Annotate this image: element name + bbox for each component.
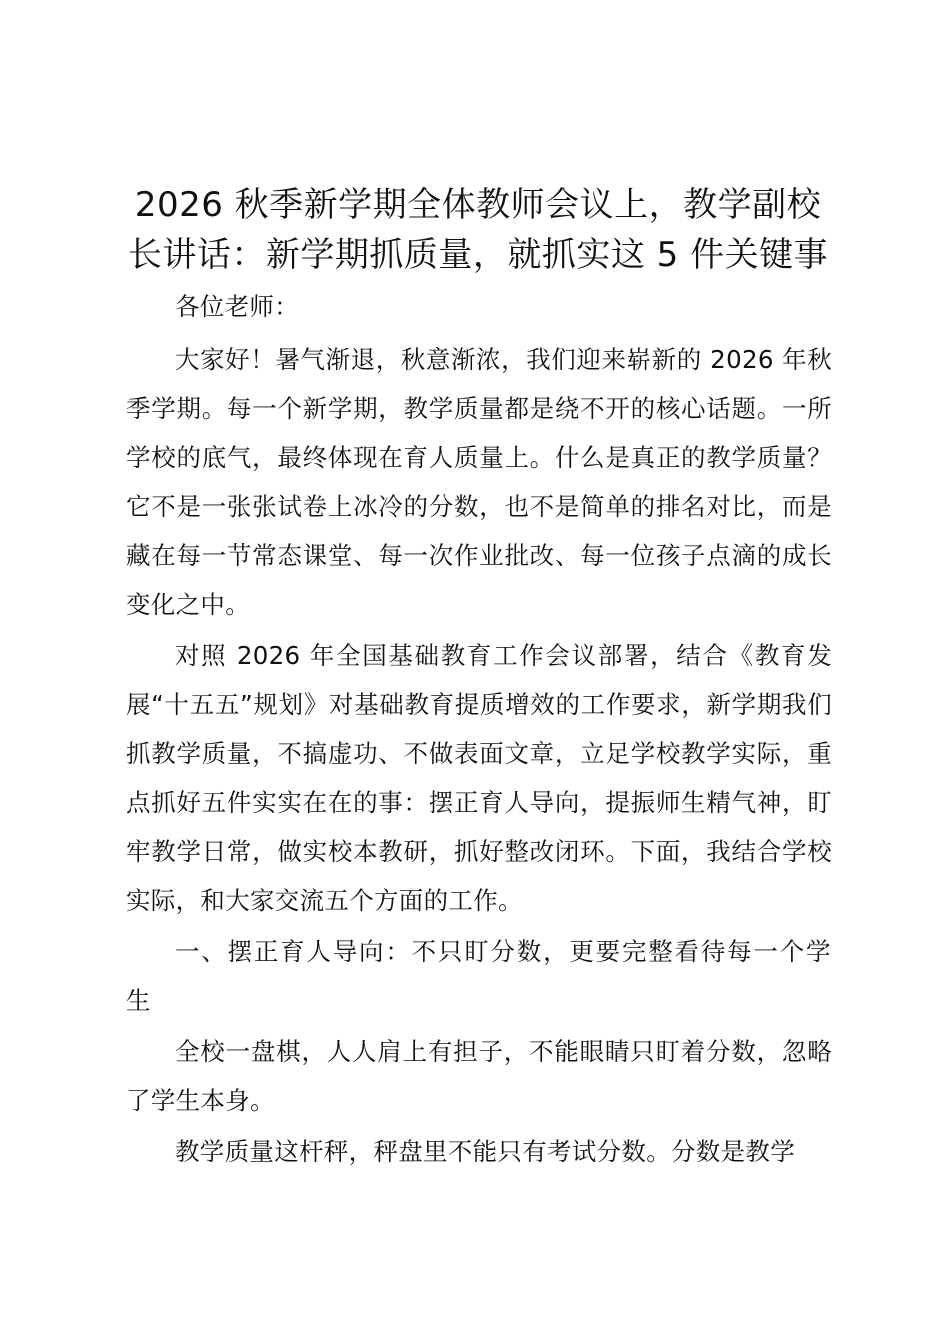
salutation: 各位老师： [175, 292, 299, 321]
body-paragraph: 大家好！暑气渐退，秋意渐浓，我们迎来崭新的 2026 年秋季学期。每一个新学期，教学质量都是绕不开的核心话题。一所学校的底气，最终体现在育人质量上。什么是真正的教学质量？它不是一张张试卷上冰冷的分数，也不是简单的排名对比，而是藏在每一节常态课堂、每一次作业批改、每一位孩子点滴的成长变化之中。 [126, 345, 832, 619]
body-paragraph: 全校一盘棋，人人肩上有担子，不能眼睛只盯着分数，忽略了学生本身。 [126, 1037, 832, 1115]
body-paragraph: 教学质量这杆秤，秤盘里不能只有考试分数。分数是教学 [175, 1137, 795, 1166]
document-body [126, 282, 832, 1178]
document-title: 2026 秋季新学期全体教师会议上，教学副校长讲话：新学期抓质量，就抓实这 5 件关键事 [127, 185, 829, 275]
body-paragraph: 对照 2026 年全国基础教育工作会议部署，结合《教育发展“十五五”规划》对基础教育提质增效的工作要求，新学期我们抓教学质量，不搞虚功、不做表面文章，立足学校教学实际，重点抓好五件实实在在的事：摆正育人导向，提振师生精气神，盯牢教学日常，做实校本教研，抓好整改闭环。下面，我结合学校实际，和大家交流五个方面的工作。 [126, 641, 832, 915]
section-heading: 一、摆正育人导向：不只盯分数，更要完整看待每一个学生 [126, 937, 832, 1015]
